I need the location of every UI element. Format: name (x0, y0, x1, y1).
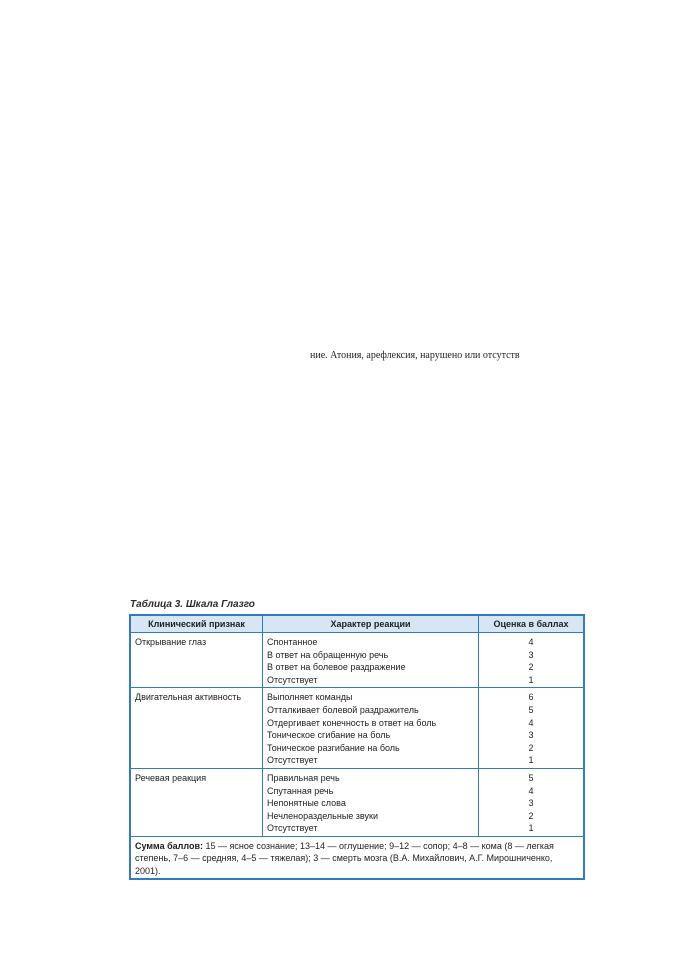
score-item: 5 (528, 772, 534, 783)
summary-label: Сумма баллов: (135, 840, 203, 851)
cell-scores (479, 688, 585, 769)
reaction-item: В ответ на обращенную речь (267, 649, 389, 660)
score-item: 2 (528, 742, 534, 753)
cell-scores (479, 633, 585, 688)
score-item: 3 (528, 730, 534, 741)
reaction-item: Отдергивает конечность в ответ на боль (267, 717, 437, 728)
summary-text: 15 — ясное сознание; 13–14 — оглушение; 9–12 — сопор; 4–8 — кома (8 — легкая степень, 7–6 — средняя, 4–5 — тяжелая); 3 — смерть мозга (В.А. Михайлович, А.Г. Мирошниченко, 2001). (135, 840, 554, 876)
cell-reactions (263, 688, 479, 769)
table-summary-row (130, 836, 584, 879)
score-item: 5 (528, 704, 534, 715)
reaction-item: Отсутствует (267, 755, 318, 766)
glasgow-scale-table (129, 614, 585, 880)
score-item: 3 (528, 649, 534, 660)
reaction-item: Тоническое разгибание на боль (267, 742, 400, 753)
cell-sign: Речевая реакция (130, 768, 263, 836)
score-item: 2 (528, 810, 534, 821)
table-caption: Таблица 3. Шкала Глазго (130, 599, 255, 610)
cell-reactions (263, 633, 479, 688)
reaction-item: Спутанная речь (267, 785, 334, 796)
cell-sign: Открывание глаз (130, 633, 263, 688)
score-item: 2 (528, 662, 534, 673)
reaction-item: Непонятные слова (267, 798, 346, 809)
reaction-item: Спонтанное (267, 637, 318, 647)
reaction-item: Отталкивает болевой раздражитель (267, 704, 419, 715)
score-item: 1 (528, 755, 534, 766)
reaction-item: Отсутствует (267, 674, 318, 685)
cell-scores (479, 768, 585, 836)
reaction-item: Выполняет команды (267, 692, 353, 703)
table-row-motor-activity (130, 688, 584, 769)
cell-reactions (263, 768, 479, 836)
header-clinical-sign: Клинический признак (130, 615, 263, 633)
score-item: 6 (528, 692, 534, 703)
table-row-verbal-response (130, 768, 584, 836)
text-fragment: ние. Атония, арефлексия, нарушено или отсутств (310, 350, 520, 361)
score-item: 4 (528, 637, 534, 647)
score-item: 1 (528, 823, 534, 834)
reaction-item: В ответ на болевое раздражение (267, 662, 406, 673)
reaction-item: Нечленораздельные звуки (267, 810, 378, 821)
score-item: 4 (528, 717, 534, 728)
score-item: 1 (528, 674, 534, 685)
header-reaction: Характер реакции (263, 615, 479, 633)
table-row-eye-opening (130, 633, 584, 688)
reaction-item: Отсутствует (267, 823, 318, 834)
table-header-row (130, 615, 584, 633)
header-score: Оценка в баллах (479, 615, 585, 633)
cell-sign: Двигательная активность (130, 688, 263, 769)
reaction-item: Правильная речь (267, 772, 340, 783)
reaction-item: Тоническое сгибание на боль (267, 730, 391, 741)
score-item: 3 (528, 798, 534, 809)
score-item: 4 (528, 785, 534, 796)
summary-cell (130, 836, 584, 879)
